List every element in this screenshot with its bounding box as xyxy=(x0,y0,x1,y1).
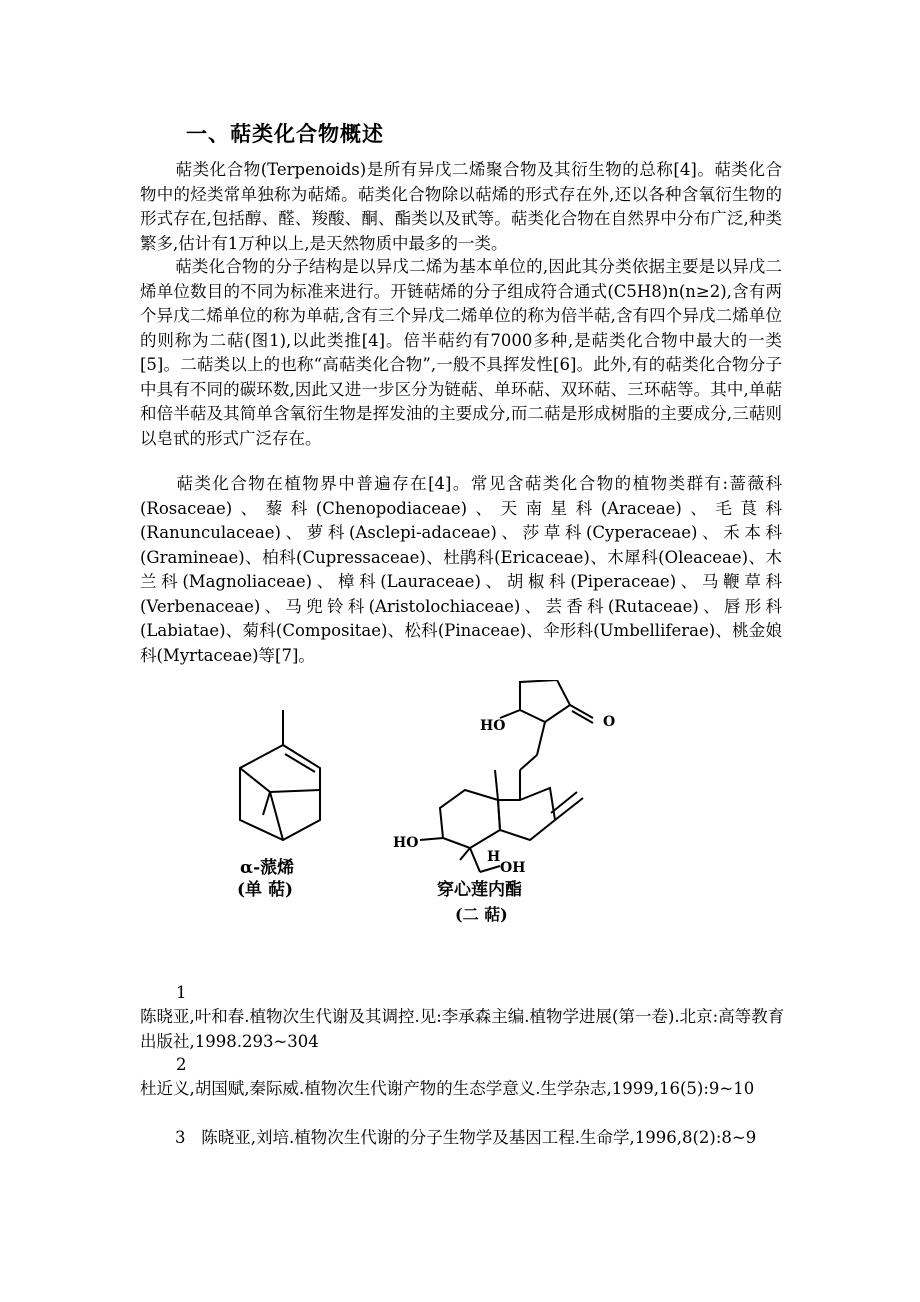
atom-ho-bottom: HO xyxy=(393,835,419,851)
paragraph-2 xyxy=(140,255,782,451)
andrographolide-label: 穿心莲内酯 xyxy=(437,880,522,900)
section-heading: 一、萜类化合物概述 xyxy=(186,122,384,146)
reference-2-number: 2 xyxy=(176,1055,187,1074)
paragraph-2-text: 萜类化合物的分子结构是以异戊二烯为基本单位的,因此其分类依据主要是以异戊二烯单位数目的不同为标准来进行。开链萜烯的分子组成符合通式(C5H8)n(n≥2),含有两个异戊二烯单位的称为单萜,含有三个异戊二烯单位的称为倍半萜,含有四个异戊二烯单位的则称为二萜(图1),以此类推[4]。倍半萜约有7000多种,是萜类化合物中最大的一类[5]。二萜类以上的也称“高萜类化合物”,一般不具挥发性[6]。此外,有的萜类化合物分子中具有不同的碳环数,因此又进一步区分为链萜、单环萜、双环萜、三环萜等。其中,单萜和倍半萜及其简单含氧衍生物是挥发油的主要成分,而二萜是形成树脂的主要成分,三萜则以皂甙的形式广泛存在。 xyxy=(140,257,782,448)
reference-1-number: 1 xyxy=(176,983,187,1002)
atom-o-carbonyl: O xyxy=(603,714,616,730)
monoterpene-label: (单 萜) xyxy=(237,880,294,900)
reference-3-number: 3 xyxy=(175,1128,186,1147)
reference-2-text: 杜近义,胡国赋,秦际威.植物次生代谢产物的生态学意义.生学杂志,1999,16(5):9~10 xyxy=(140,1079,755,1098)
paragraph-1-text: 萜类化合物(Terpenoids)是所有异戊二烯聚合物及其衍生物的总称[4]。萜类化合物中的烃类常单独称为萜烯。萜类化合物除以萜烯的形式存在外,还以各种含氧衍生物的形式存在,包括醇、醛、羧酸、酮、酯类以及甙等。萜类化合物在自然界中分布广泛,种类繁多,估计有1万种以上,是天然物质中最多的一类。 xyxy=(140,160,782,253)
reference-3 xyxy=(140,1126,785,1151)
andrographolide-structure xyxy=(420,680,593,872)
reference-1-text: 陈晓亚,叶和春.植物次生代谢及其调控.见:李承森主编.植物学进展(第一卷).北京:高等教育出版社,1998.293~304 xyxy=(140,1007,785,1051)
atom-h: H xyxy=(487,849,501,865)
figure-1-structures xyxy=(215,680,635,930)
reference-3-text: 陈晓亚,刘培.植物次生代谢的分子生物学及基因工程.生命学,1996,8(2):8~9 xyxy=(201,1128,757,1147)
paragraph-1 xyxy=(140,158,782,256)
alpha-pinene-structure xyxy=(240,710,320,840)
paragraph-3 xyxy=(140,472,782,668)
alpha-pinene-label: α-蒎烯 xyxy=(240,858,295,878)
atom-oh: OH xyxy=(500,860,526,876)
diterpene-label: (二 萜) xyxy=(455,905,508,924)
atom-ho-top: HO xyxy=(480,718,506,734)
paragraph-3-text: 萜类化合物在植物界中普遍存在[4]。常见含萜类化合物的植物类群有:蔷薇科(Rosaceae)、藜科(Chenopodiaceae)、天南星科(Araceae)、毛茛科(Ranunculaceae)、萝科(Asclepi-adaceae)、莎草科(Cyperaceae)、禾本科(Gramineae)、柏科(Cupressaceae)、杜鹃科(Ericaceae)、木犀科(Oleaceae)、木兰科(Magnoliaceae)、樟科(Lauraceae)、胡椒科(Piperaceae)、马鞭草科(Verbenaceae)、马兜铃科(Aristolochiaceae)、芸香科(Rutaceae)、唇形科(Labiatae)、菊科(Compositae)、松科(Pinaceae)、伞形科(Umbelliferae)、桃金娘科(Myrtaceae)等[7]。 xyxy=(140,474,782,665)
